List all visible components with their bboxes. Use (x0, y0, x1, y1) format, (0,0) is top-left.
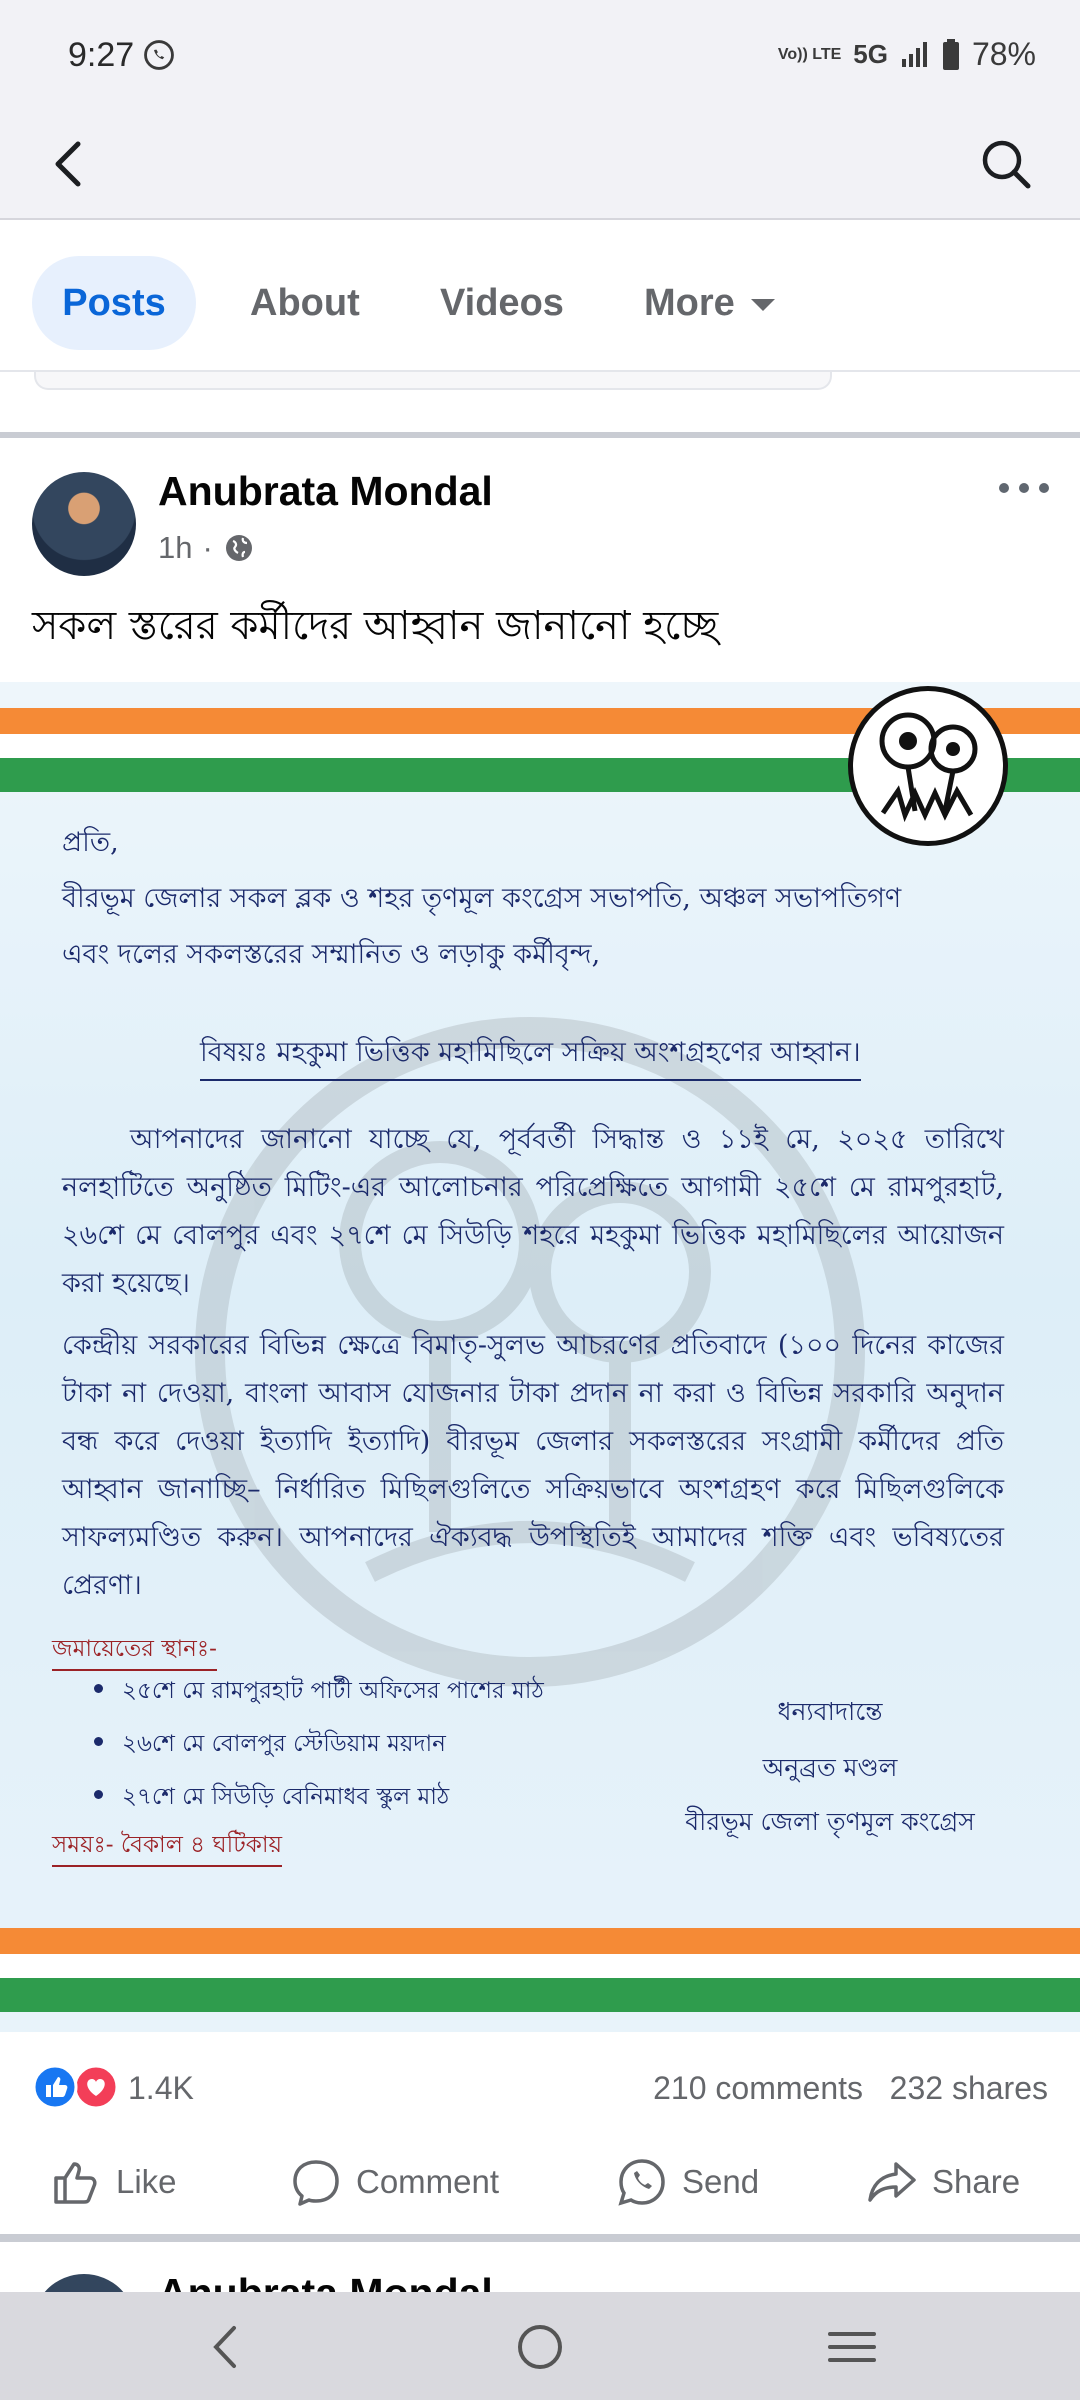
avatar[interactable] (32, 472, 136, 576)
system-navigation-bar (0, 2292, 1080, 2400)
shares-count[interactable]: 232 shares (889, 2070, 1048, 2106)
post-time[interactable]: 1h (158, 530, 193, 565)
status-time: 9:27 (68, 36, 135, 74)
tab-more-label: More (644, 282, 735, 324)
letter-paragraph-2: কেন্দ্রীয় সরকারের বিভিন্ন ক্ষেত্রে বিমাতৃ-সুলভ আচরণের প্রতিবাদে (১০০ দিনের কাজের টাকা না দেওয়া, বাংলা আবাস যোজনার টাকা প্রদান না করা ও বিভিন্ন সরকারি অনুদান বন্ধ করে দেওয়া ইত্যাদি ইত্যাদি) বীরভূম জেলার সকলস্তরের সংগ্রামী কর্মীদের প্রতি আহ্বান জানাচ্ছি– নির্ধারিত মিছিলগুলিতে সক্রিয়ভাবে অংশগ্রহণ করে মিছিলগুলিকে সাফল্যমণ্ডিত করুন। আপনাদের ঐক্যবদ্ধ উপস্থিতিই আমাদের শক্তি এবং ভবিষ্যতের প্রেরণা। (62, 1330, 1004, 1601)
send-label: Send (682, 2163, 760, 2200)
top-navigation (0, 110, 1080, 220)
comment-icon (290, 2156, 342, 2208)
status-indicators (778, 36, 1036, 73)
next-post-peek (0, 2242, 1080, 2292)
post-meta (158, 530, 255, 566)
tab-about[interactable]: About (250, 282, 360, 324)
white-stripe-bottom (0, 1954, 1080, 1978)
send-button[interactable] (616, 2150, 759, 2214)
network-type: 5G (853, 39, 888, 69)
comment-button[interactable] (290, 2150, 499, 2214)
letter-recipient-line2: এবং দলের সকলস্তরের সম্মানিত ও লড়াকু কর্মীবৃন্দ, (62, 939, 601, 970)
caret-down-icon (751, 299, 775, 311)
saffron-stripe-bottom (0, 1928, 1080, 1954)
letter-recipient-line1: বীরভূম জেলার সকল ব্লক ও শহর তৃণমূল কংগ্রেস সভাপতি, অঞ্চল সভাপতিগণ (62, 883, 902, 914)
venue-item: ২৬শে মে বোলপুর স্টেডিয়াম ময়দান (86, 1725, 544, 1764)
feed-separator (0, 432, 1080, 438)
post-actions (0, 2132, 1080, 2232)
comments-shares[interactable] (653, 2070, 1048, 2107)
share-label: Share (932, 2163, 1021, 2200)
reactions-bar (0, 2032, 1080, 2132)
tab-posts[interactable]: Posts (32, 256, 196, 350)
flower-emblem-icon (853, 691, 1003, 841)
post-author[interactable]: Anubrata Mondal (158, 468, 493, 514)
tab-more[interactable] (644, 256, 775, 350)
profile-tabs (0, 222, 1080, 372)
reactions-count[interactable]: 1.4K (128, 2070, 194, 2106)
venue-item: ২৭শে মে সিউড়ি বেনিমাধব স্কুল মাঠ (86, 1778, 544, 1817)
battery-percent: 78% (971, 36, 1036, 72)
search-icon[interactable] (976, 134, 1036, 194)
letter-salutation: প্রতি, (62, 827, 119, 858)
more-options-icon[interactable] (996, 478, 1052, 498)
post-image[interactable] (0, 682, 1080, 2032)
feed-separator-2 (0, 2234, 1080, 2242)
thumbs-up-icon (50, 2156, 102, 2208)
meta-separator: · (202, 530, 213, 565)
volte-indicator: Vo)) LTE (777, 45, 842, 63)
share-icon (866, 2156, 918, 2208)
previous-card-edge (34, 372, 832, 390)
globe-icon (223, 532, 255, 564)
comment-label: Comment (356, 2163, 500, 2200)
whatsapp-icon (616, 2156, 668, 2208)
like-love-reaction-icon[interactable] (32, 2064, 118, 2110)
like-label: Like (116, 2163, 177, 2200)
back-arrow-icon[interactable] (40, 134, 100, 194)
sign-org: বীরভূম জেলা তৃণমূল কংগ্রেস (685, 1807, 975, 1836)
venue-list (86, 1672, 544, 1831)
system-back-icon[interactable] (196, 2320, 256, 2374)
green-stripe-bottom (0, 1978, 1080, 2012)
status-bar (0, 0, 1080, 110)
signal-icon (900, 41, 930, 69)
share-button[interactable] (866, 2150, 1020, 2214)
sign-thanks: ধন্যবাদান্তে (777, 1697, 883, 1726)
venue-heading: জমায়েতের স্থানঃ- (52, 1630, 217, 1671)
battery-icon (942, 39, 960, 71)
post-caption: সকল স্তরের কর্মীদের আহ্বান জানানো হচ্ছে (32, 603, 719, 649)
venue-item: ২৫শে মে রামপুরহাট পার্টী অফিসের পাশের মাঠ (86, 1672, 544, 1711)
time-line: সময়ঃ- বৈকাল ৪ ঘটিকায় (52, 1826, 282, 1867)
comments-count[interactable]: 210 comments (653, 2070, 863, 2106)
letter-paragraph-1: আপনাদের জানানো যাচ্ছে যে, পূর্ববর্তী সিদ্ধান্ত ও ১১ই মে, ২০২৫ তারিখে নলহাটিতে অনুষ্ঠিত মিটিং-এর আলোচনার পরিপ্রেক্ষিতে আগামী ২৫শে মে রামপুরহাট, ২৬শে মে বোলপুর এবং ২৭শে মে সিউড়ি শহরে মহকুমা ভিত্তিক মহামিছিলের আয়োজন করা হয়েছে। (62, 1124, 1004, 1299)
tab-videos[interactable]: Videos (440, 282, 564, 324)
sign-name: অনুব্রত মণ্ডল (762, 1753, 898, 1782)
party-logo (848, 686, 1008, 846)
like-button[interactable] (50, 2150, 177, 2214)
recent-apps-icon[interactable] (822, 2320, 882, 2374)
whatsapp-notification-icon (142, 38, 176, 72)
home-circle-icon[interactable] (510, 2320, 570, 2374)
letter-subject: বিষয়ঃ মহকুমা ভিত্তিক মহামিছিলে সক্রিয় অংশগ্রহণের আহ্বান। (200, 1032, 861, 1081)
